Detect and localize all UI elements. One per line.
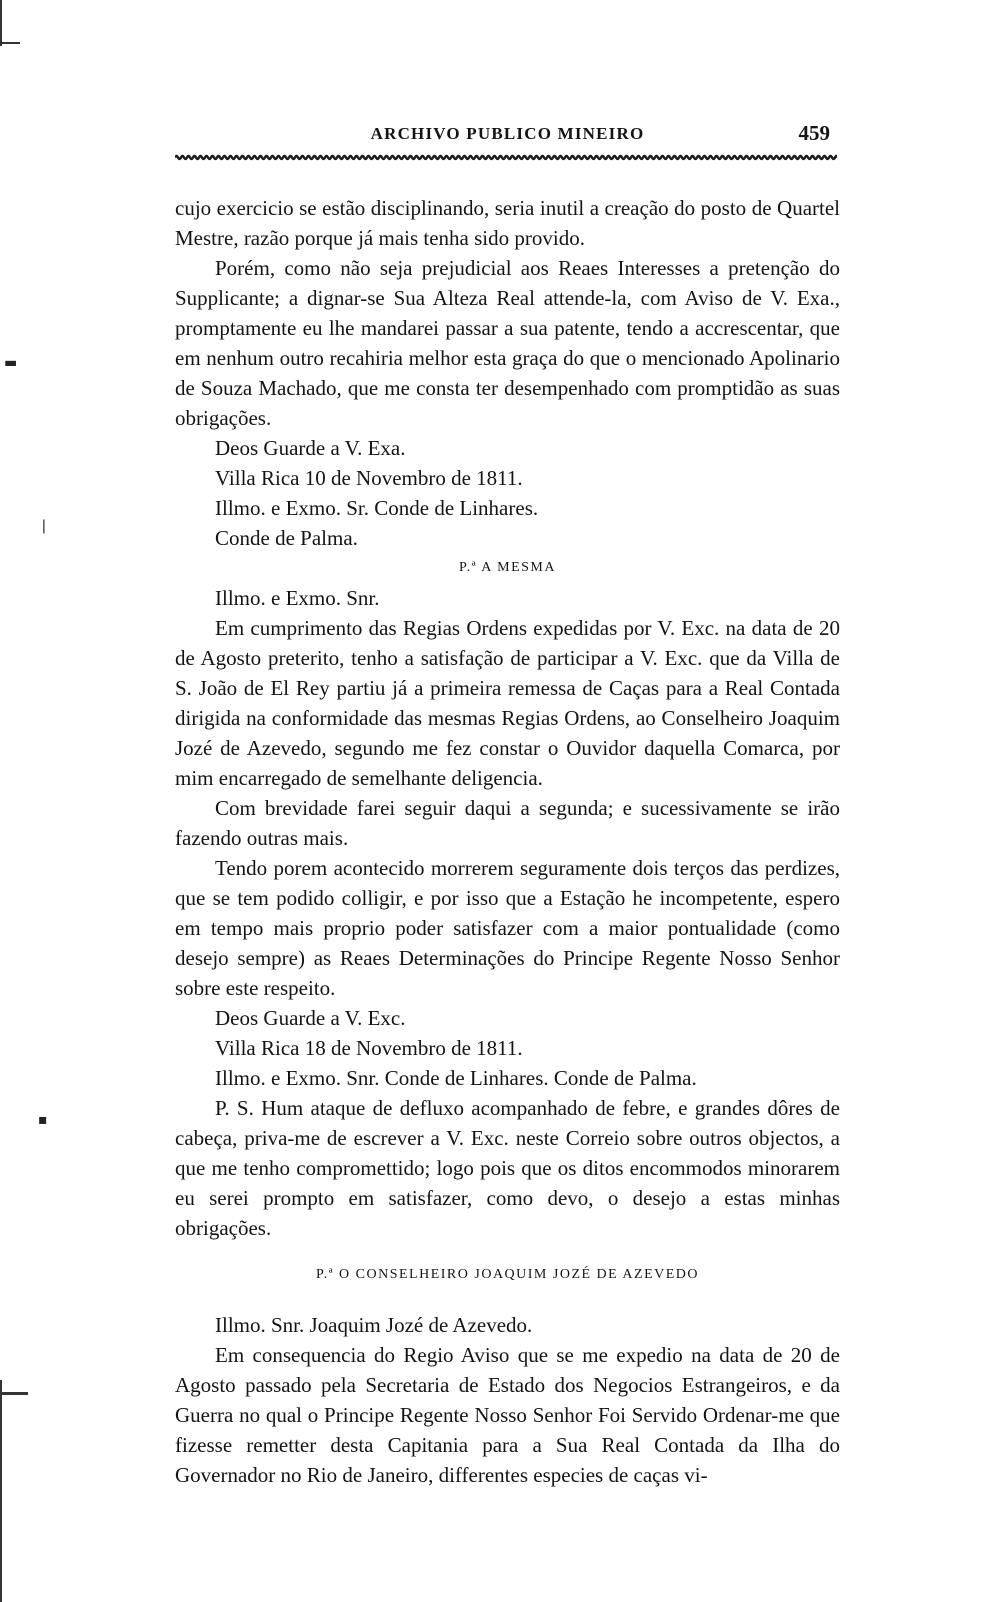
text-line: Illmo. Snr. Joaquim Jozé de Azevedo. [215,1313,533,1337]
paragraph: P. S. Hum ataque de defluxo acompanhado de febre, e grandes dôres de cabeça, priva-me de escrever a V. Exc. neste Correio sobre outros objectos, a que me tenho compromettido; logo pois que os ditos encommodos minorarem eu serei prompto em satisfazer, como devo, o desejo a estas minhas obrigações. [175,1096,840,1240]
paragraph: Com brevidade farei seguir daqui a segunda; e sucessivamente se irão fazendo outras mais. [175,796,840,850]
margin-mark: ❘ [38,518,50,534]
text-line: Illmo. e Exmo. Snr. [215,586,380,610]
section-heading: P.ª O CONSELHEIRO JOAQUIM JOZÉ DE AZEVEDO [315,1267,700,1282]
text-line: Villa Rica 18 de Novembro de 1811. [215,1036,523,1060]
page-number: 459 [798,121,830,145]
running-title: ARCHIVO PUBLICO MINEIRO [370,124,645,143]
text-line: Illmo. e Exmo. Snr. Conde de Linhares. Conde de Palma. [215,1066,697,1090]
section-heading: P.ª A MESMA [458,560,556,575]
margin-mark: ▬ [4,355,18,371]
text-line: Deos Guarde a V. Exa. [215,436,406,460]
margin-mark: ▪ [38,1112,48,1128]
text-line: Villa Rica 10 de Novembro de 1811. [215,466,523,490]
paragraph: Em consequencia do Regio Aviso que se me expedio na data de 20 de Agosto passado pela Secretaria de Estado dos Negocios Estrangeiros, e da Guerra no qual o Principe Regente Nosso Senhor Foi Servido Ordenar-me que fizesse remetter desta Capitania para a Sua Real Contada da Ilha do Governador no Rio de Janeiro, differentes especies de caças vi- [175,1343,840,1487]
paragraph: cujo exercicio se estão disciplinando, seria inutil a creação do posto de Quartel Mestre, razão porque já mais tenha sido provido. [175,196,840,250]
page-header [175,121,840,154]
paragraph: Tendo porem acontecido morrerem seguramente dois terços das perdizes, que se tem podido colligir, e por isso que a Estação he incompetente, espero em tempo mais proprio poder satisfazer com a maior pontualidade (como desejo sempre) as Reaes Determinações do Principe Regente Nosso Senhor sobre este respeito. [175,856,840,1000]
paragraph: Em cumprimento das Regias Ordens expedidas por V. Exc. na data de 20 de Agosto preterito, tenho a satisfação de participar a V. Exc. que da Villa de S. João de El Rey partiu já a primeira remessa de Caças para a Real Contada dirigida na conformidade das mesmas Regias Ordens, ao Conselheiro Joaquim Jozé de Azevedo, segundo me fez constar o Ouvidor daquella Comarca, por mim encarregado de semelhante deligencia. [175,616,840,790]
text-line: Conde de Palma. [215,526,358,550]
scan-edge-line [0,42,20,44]
paragraph: Porém, como não seja prejudicial aos Reaes Interesses a pretenção do Supplicante; a dignar-se Sua Alteza Real attende-la, com Aviso de V. Exa., promptamente eu lhe mandarei passar a sua patente, tendo a accrescentar, que em nenhum outro recahiria melhor esta graça do que o mencionado Apolinario de Souza Machado, que me consta ter desempenhado com promptidão as suas obrigações. [175,256,840,430]
text-line: Deos Guarde a V. Exc. [215,1006,406,1030]
document-body [175,193,840,1490]
text-line: Illmo. e Exmo. Sr. Conde de Linhares. [215,496,539,520]
scan-edge-line [0,0,2,46]
header-wavy-rule [175,154,837,161]
scan-edge-line [0,1392,28,1395]
scan-edge-line [0,1380,2,1602]
